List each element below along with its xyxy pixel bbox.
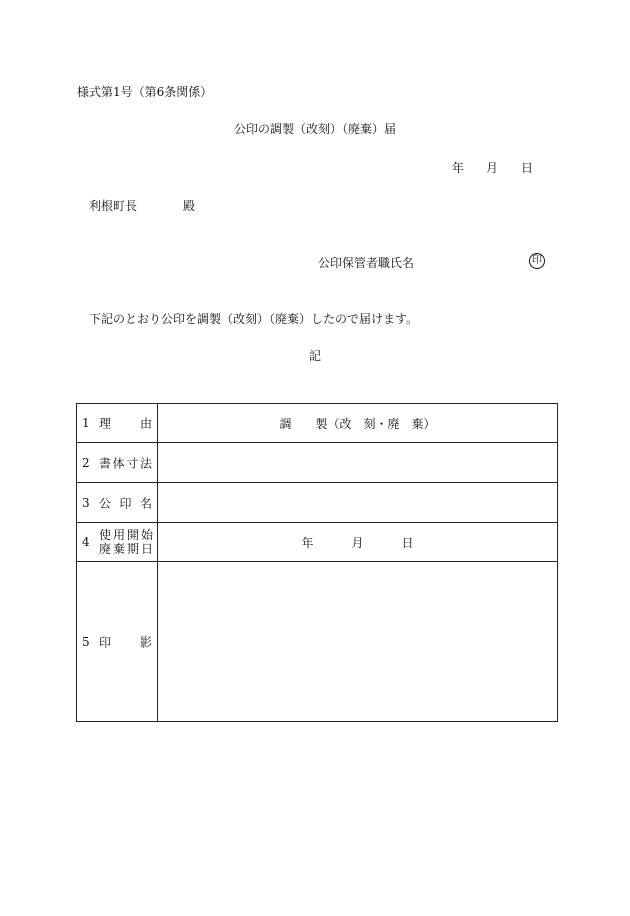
row-number: 5 (82, 634, 90, 649)
date-year-label: 年 (452, 161, 465, 175)
custodian-name-label: 公印保管者職氏名 (318, 256, 415, 270)
form-number: 様式第1号（第6条関係） (77, 85, 213, 99)
row-number: 3 (82, 495, 90, 510)
label-line-disposal-date: 廃 棄 期 日 (99, 542, 153, 556)
document-title: 公印の調製（改刻）（廃棄）届 (233, 122, 396, 136)
row-label-font-size: 書 体 寸 法 (99, 456, 152, 470)
seal-mark: 印 (529, 253, 545, 269)
row-label-dates (99, 528, 153, 556)
table-row-dates (77, 523, 558, 562)
ki-heading: 記 (308, 349, 321, 363)
row-number: 2 (82, 455, 90, 470)
row-label-seal-name: 公 印 名 (99, 496, 152, 510)
date-day-label: 日 (521, 161, 534, 175)
dates-value[interactable] (158, 523, 558, 562)
table-row-seal-name (77, 483, 558, 523)
addressee-honorific: 殿 (183, 199, 196, 213)
font-size-value[interactable] (158, 443, 558, 483)
row-label-impression: 印 影 (99, 635, 152, 649)
row-number: 4 (82, 535, 90, 549)
impression-value[interactable] (158, 562, 558, 722)
label-line-start-date: 使 用 開 始 (99, 528, 153, 542)
date-month-label: 月 (486, 161, 499, 175)
row-label-reason: 理 由 (99, 416, 152, 431)
table-row-impression (77, 562, 558, 722)
table-row-reason (77, 404, 558, 443)
notification-table (76, 403, 558, 722)
table-row-font-size (77, 443, 558, 483)
seal-name-value[interactable] (158, 483, 558, 523)
reason-value[interactable]: 調 製（改 刻・廃 棄） (158, 404, 558, 443)
row-number: 1 (82, 416, 90, 430)
date-year-label: 年 (301, 535, 314, 550)
addressee-name: 利根町長 (89, 199, 138, 213)
date-day-label: 日 (401, 535, 414, 550)
date-month-label: 月 (351, 535, 364, 550)
intro-text: 下記のとおり公印を調製（改刻）（廃棄）したので届けます。 (89, 312, 419, 326)
